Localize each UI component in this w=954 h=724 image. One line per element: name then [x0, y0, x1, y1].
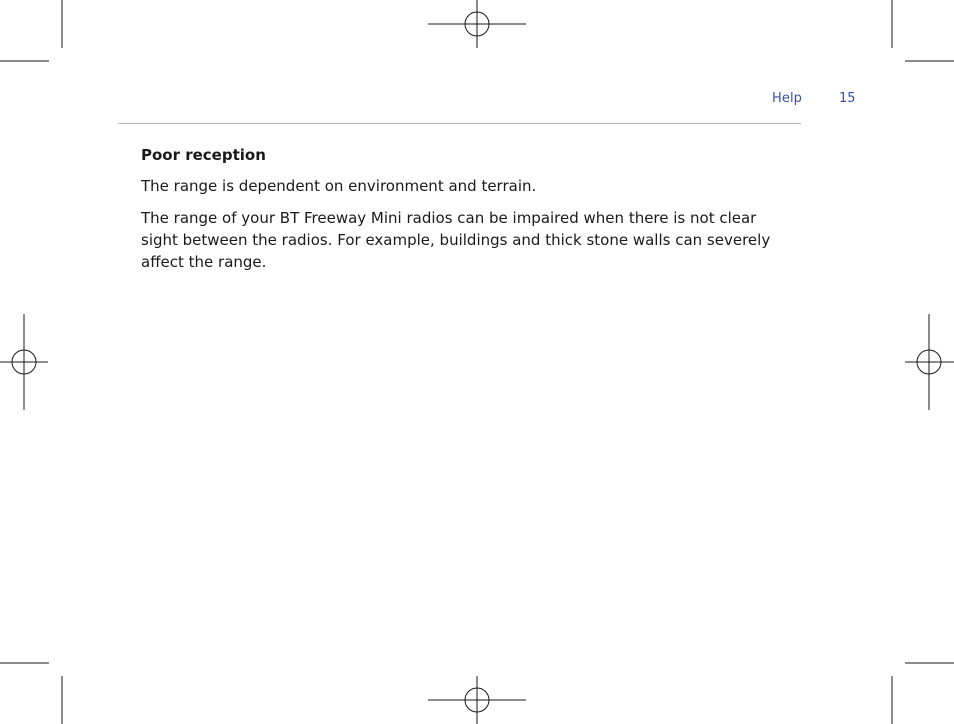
- registration-mark-right: [905, 314, 954, 410]
- registration-mark-top: [428, 0, 526, 48]
- registration-mark-bottom: [428, 676, 526, 724]
- running-header-section: Help: [772, 91, 803, 106]
- header-rule: [118, 123, 801, 124]
- paragraph-range-dependency: The range is dependent on environment and terrain.: [141, 177, 537, 195]
- paragraph-range-impairment: The range of your BT Freeway Mini radios can be impaired when there is not clear sight between the radios. For example, buildings and thick stone walls can severely affect the range.: [141, 209, 771, 271]
- section-heading: Poor reception: [141, 146, 266, 164]
- main-content: [141, 145, 781, 283]
- page-number: 15: [839, 91, 856, 106]
- registration-mark-left: [0, 314, 48, 410]
